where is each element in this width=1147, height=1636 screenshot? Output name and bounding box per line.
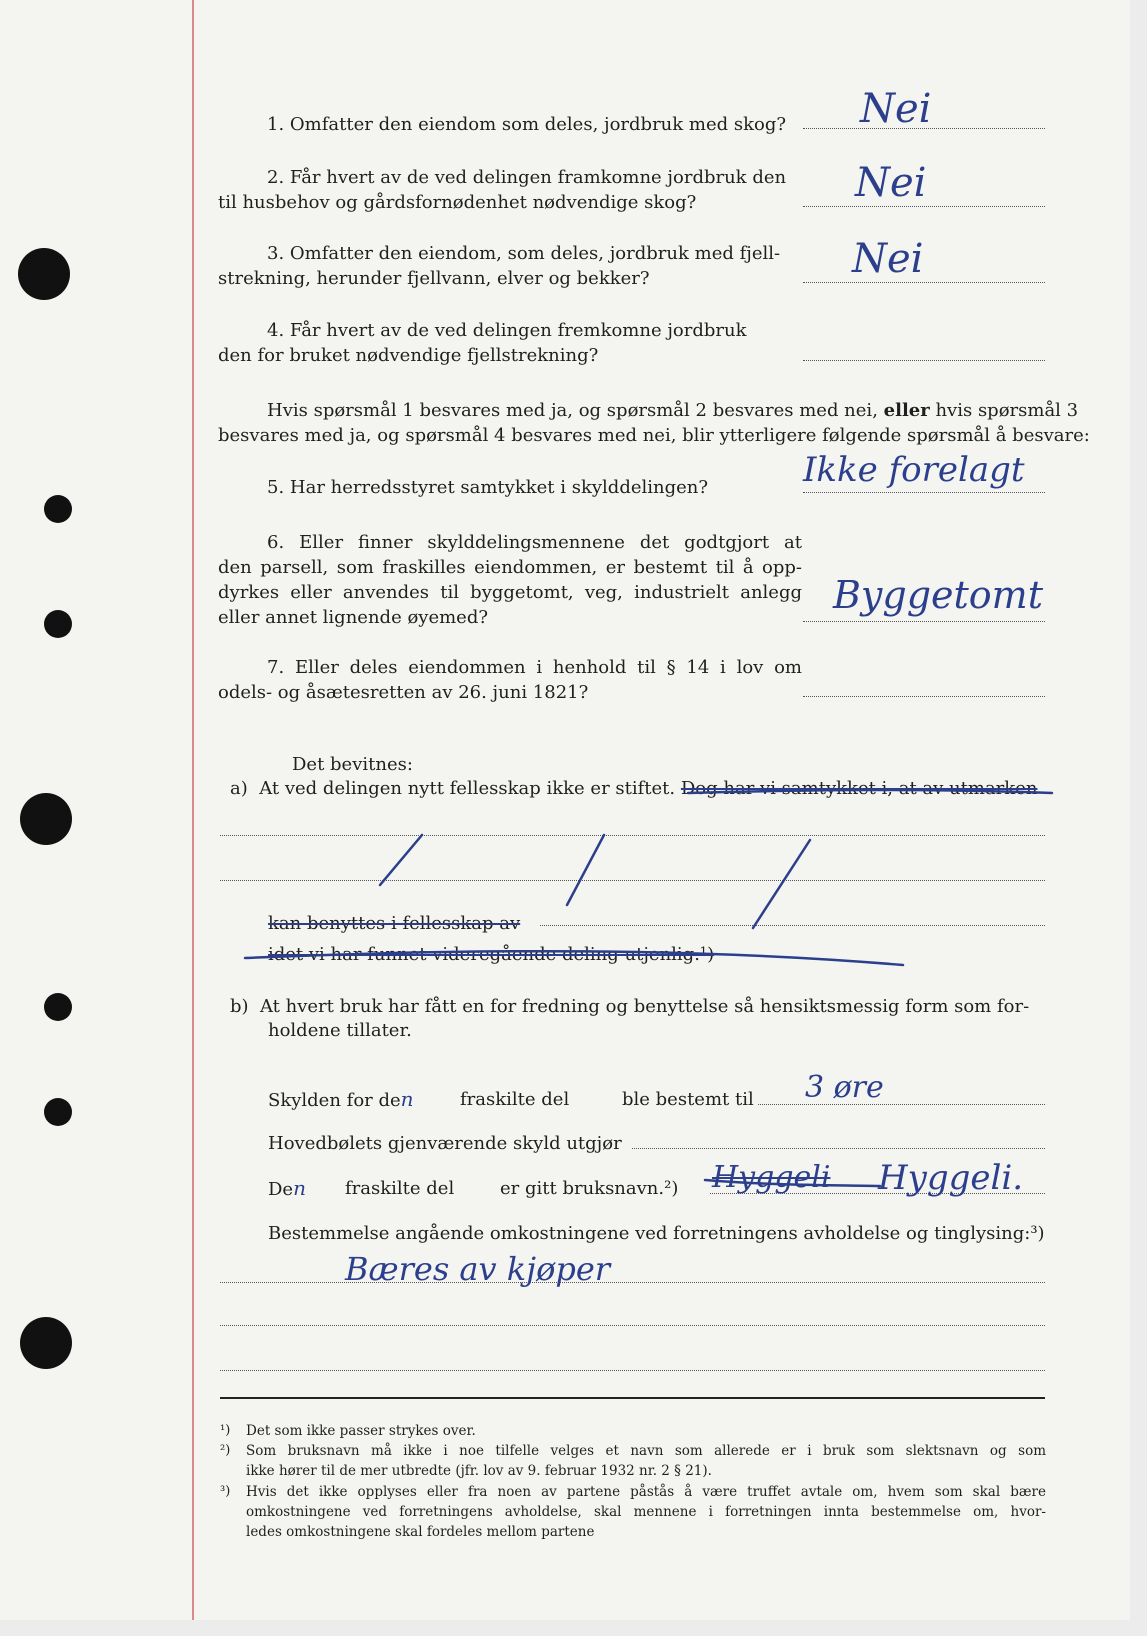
question-6-line1: 6. Eller finner skylddelingsmennene det godtgjort at [267,532,802,553]
answer-3: Nei [852,236,924,282]
condition-line1: Hvis spørsmål 1 besvares med ja, og spørsmål 2 besvares med nei, eller hvis spørsmål 3 [267,400,1079,421]
answer-1: Nei [860,86,932,132]
certify-heading: Det bevitnes: [292,754,413,775]
footnote-3-line2: omkostningene ved forretningens avholdelse, skal mennene i forretningen innta bestemmelse om, hvor- [246,1504,1046,1520]
bruksnavn-prefix: Den [268,1176,306,1200]
bruksnavn-value: Hyggeli. [878,1158,1024,1198]
answer-6: Byggetomt [833,573,1043,617]
question-2-line1: 2. Får hvert av de ved delingen framkomne jordbruk den [267,167,787,188]
strike-a-line [688,790,1052,793]
question-7-line1: 7. Eller deles eiendommen i henhold til § 14 i lov om [267,657,802,678]
strike-a-line4 [245,951,903,965]
struck-text: Dog har vi samtykket i, at av utmarken [680,778,1038,799]
bestemmelse-answer: Bæres av kjøper [345,1250,611,1288]
question-7-line2: odels- og åsætesretten av 26. juni 1821? [218,682,589,703]
skyld-line: Skylden for den [268,1087,414,1111]
handwritten-n: n [400,1087,414,1111]
certify-a-line1: a) At ved delingen nytt fellesskap ikke er stiftet. Dog har vi samtykket i, at av utmarken [230,778,1038,799]
footnote-3-mark: ³) [220,1484,231,1499]
hovedbol-line: Hovedbølets gjenværende skyld utgjør [268,1133,622,1154]
slash-mark [380,835,422,885]
bruksnavn-struck: Hyggeli [712,1160,831,1195]
bruksnavn-label: er gitt bruksnavn.²) [500,1178,679,1199]
answer-2: Nei [855,160,927,206]
certify-a-line4: idet vi har funnet videregående deling utjenlig.¹) [268,944,715,965]
footnote-2-line2: ikke hører til de mer utbredte (jfr. lov av 9. februar 1932 nr. 2 § 21). [246,1463,712,1479]
question-4-line2: den for bruket nødvendige fjellstrekning? [218,345,599,366]
footnote-3-line3: ledes omkostningene skal fordeles mellom partene [246,1524,595,1540]
skyld-value: 3 øre [805,1070,884,1105]
certify-b-line2: holdene tillater. [268,1020,412,1041]
strike-bruksnavn [705,1180,880,1186]
footnote-1-mark: ¹) [220,1423,231,1438]
certify-b-line1: b) At hvert bruk har fått en for fredning og benyttelse så hensiktsmessig form som for- [230,996,1030,1017]
question-4-line1: 4. Får hvert av de ved delingen fremkomne jordbruk [267,320,747,341]
footnote-2-line1: Som bruksnavn må ikke i noe tilfelle velges et navn som allerede er i bruk som slektsnavn og som [246,1443,1046,1459]
question-3-line2: strekning, herunder fjellvann, elver og bekker? [218,268,650,289]
footnote-3-line1: Hvis det ikke opplyses eller fra noen av partene påstås å være truffet avtale om, hvem som skal bære [246,1484,1046,1500]
condition-line2: besvares med ja, og spørsmål 4 besvares med nei, blir ytterligere følgende spørsmål å besvare: [218,425,1090,446]
question-6-line4: eller annet lignende øyemed? [218,607,488,628]
bruksnavn-fraskilte: fraskilte del [345,1178,455,1199]
question-2-line2: til husbehov og gårdsfornødenhet nødvendige skog? [218,192,697,213]
question-6-line2: den parsell, som fraskilles eiendommen, er bestemt til å opp- [218,557,802,578]
question-3-line1: 3. Omfatter den eiendom, som deles, jordbruk med fjell- [267,243,781,264]
certify-a-line3: kan benyttes i fellesskap av [268,913,521,934]
handwritten-n: n [293,1176,306,1200]
slash-mark [753,840,810,928]
footnote-2-mark: ²) [220,1443,231,1458]
question-6-line3: dyrkes eller anvendes til byggetomt, veg, industrielt anlegg [218,582,802,603]
slash-mark [567,835,604,905]
answer-5: Ikke forelagt [803,450,1025,490]
question-1: 1. Omfatter den eiendom som deles, jordbruk med skog? [267,114,787,135]
skyld-bestemt: ble bestemt til [622,1089,754,1110]
bestemmelse-line: Bestemmelse angående omkostningene ved forretningens avholdelse og tinglysing:³) [268,1223,1045,1244]
footnote-1-line1: Det som ikke passer strykes over. [246,1423,476,1439]
question-5: 5. Har herredsstyret samtykket i skylddelingen? [267,477,709,498]
skyld-fraskilte: fraskilte del [460,1089,570,1110]
